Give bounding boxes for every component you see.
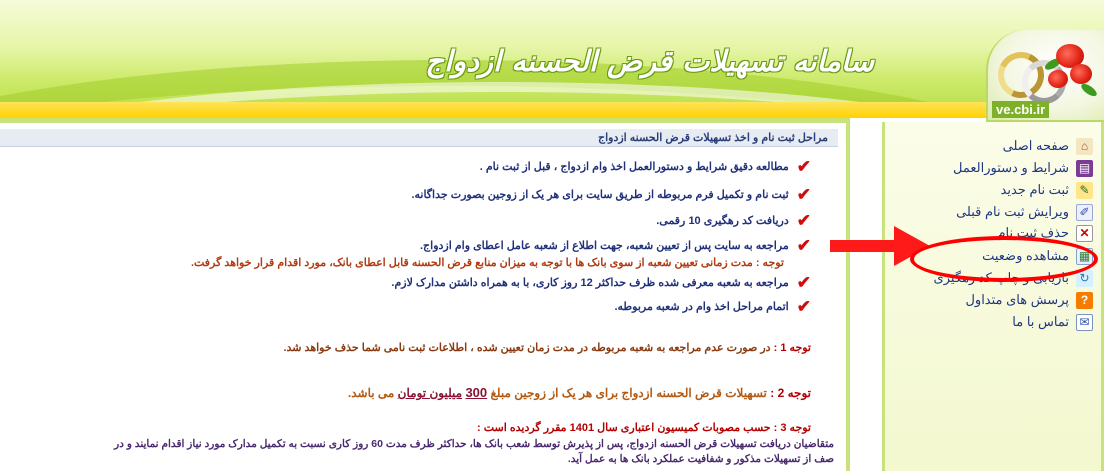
banner-yellow-bar [0,102,1104,118]
home-icon: ⌂ [1076,138,1093,155]
sidebar-item-terms[interactable] [953,158,1093,178]
note-label: توجه 2 : [770,386,811,400]
site-title: سامانه تسهیلات قرض الحسنه ازدواج [425,44,874,78]
header-banner [0,0,1104,118]
help-icon: ? [1076,292,1093,309]
checkmark-icon: ✔ [796,184,811,204]
checkmark-icon: ✔ [796,156,811,176]
note-2 [348,385,811,400]
sidebar-item-label: پرسش های متداول [965,292,1069,307]
sidebar-item-faq[interactable] [965,290,1093,310]
step-note: توجه : مدت زمانی تعیین شعبه از سوی بانک ها با توجه به میزان منابع قرض الحسنه قابل اعطای بانک، مورد اقدام قرار خواهد گرفت. [190,257,784,269]
checkmark-icon: ✔ [796,210,811,230]
step-text: مراجعه به سایت پس از تعیین شعبه، جهت اطلاع از شعبه عامل اعطای وام ازدواج. [419,239,789,252]
step-item [614,296,811,316]
step-item [480,156,811,176]
edit-icon: ✐ [1076,204,1093,221]
new-registration-icon: ✎ [1076,182,1093,199]
sidebar-item-label: ثبت نام جدید [1000,182,1069,197]
delete-icon: ✕ [1076,225,1093,242]
site-logo[interactable] [986,30,1104,122]
sidebar-item-label: شرایط و دستورالعمل [953,160,1069,175]
book-icon: ▤ [1076,160,1093,177]
sidebar-item-contact[interactable] [1012,312,1093,332]
checkmark-icon: ✔ [796,296,811,316]
rose-icon [1070,64,1092,84]
sidebar-item-label: حذف ثبت نام [997,225,1069,240]
note-label: توجه 1 : [773,342,811,354]
sidebar-item-edit-registration[interactable] [956,202,1093,222]
main-content [0,118,850,471]
leaf-icon [1079,82,1098,99]
sidebar-item-home[interactable] [1003,136,1093,156]
sidebar-item-label: مشاهده وضعیت [982,248,1069,263]
status-icon: ▦ [1076,248,1093,265]
note-text: تسهیلات قرض الحسنه ازدواج برای هر یک از زوجین مبلغ [490,386,767,400]
annotation-arrow-icon [828,222,932,270]
note-text: حسب مصوبات کمیسیون اعتباری سال 1401 مقرر گردیده است : [477,422,771,434]
sidebar-item-new-registration[interactable] [1001,180,1093,200]
sidebar-item-label: تماس با ما [1012,314,1069,329]
loan-amount: 300 [465,385,488,400]
step-text: دریافت کد رهگیری 10 رقمی. [656,214,789,227]
note-1 [283,341,811,354]
note-text: می باشد. [347,386,395,400]
step-item [420,235,811,255]
sidebar-item-recover-tracking-code[interactable] [934,268,1093,288]
note-label: توجه 3 : [773,422,811,434]
step-item [391,272,811,292]
mail-icon: ✉ [1076,314,1093,331]
section-title: مراحل ثبت نام و اخذ تسهیلات قرض الحسنه ازدواج [0,129,838,147]
sidebar-item-label: ویرایش ثبت نام قبلی [956,204,1069,219]
checkmark-icon: ✔ [796,272,811,292]
sidebar-menu [882,122,1104,471]
rose-icon [1048,70,1068,88]
note-3-paragraph: متقاضیان دریافت تسهیلات قرض الحسنه ازدواج، پس از پذیرش توسط شعب بانک ها، حداکثر ظرف مدت 60 روز کاری نسبت به تکمیل مدارک مورد نیاز اقدام نمایند و در [114,438,834,450]
step-text: مطالعه دقیق شرایط و دستورالعمل اخذ وام ازدواج ، قبل از ثبت نام . [479,160,789,173]
step-text: اتمام مراحل اخذ وام در شعبه مربوطه. [614,300,789,313]
loan-amount-unit: میلیون تومان [397,386,463,400]
sidebar-item-label: بازیابی و چاپ کد رهگیری [933,270,1069,285]
step-item [411,184,811,204]
sidebar-item-view-status[interactable] [982,246,1093,266]
refresh-icon: ↻ [1076,270,1093,287]
step-text: مراجعه به شعبه معرفی شده ظرف حداکثر 12 روز کاری، با به همراه داشتن مدارک لازم. [391,276,789,289]
step-text: ثبت نام و تکمیل فرم مربوطه از طریق سایت برای هر یک از زوجین بصورت جداگانه. [411,188,789,201]
note-text: در صورت عدم مراجعه به شعبه مربوطه در مدت زمان تعیین شده ، اطلاعات ثبت نامی شما حذف خواهد شد. [283,342,771,354]
step-item [656,210,811,230]
checkmark-icon: ✔ [796,235,811,255]
note-3 [477,421,811,434]
sidebar-item-delete-registration[interactable] [998,223,1094,243]
note-3-paragraph: صف از تسهیلات مذکور و شفافیت عملکرد بانک ها به عمل آید. [567,453,834,465]
sidebar-item-label: صفحه اصلی [1002,138,1069,153]
site-url: ve.cbi.ir [992,101,1049,118]
